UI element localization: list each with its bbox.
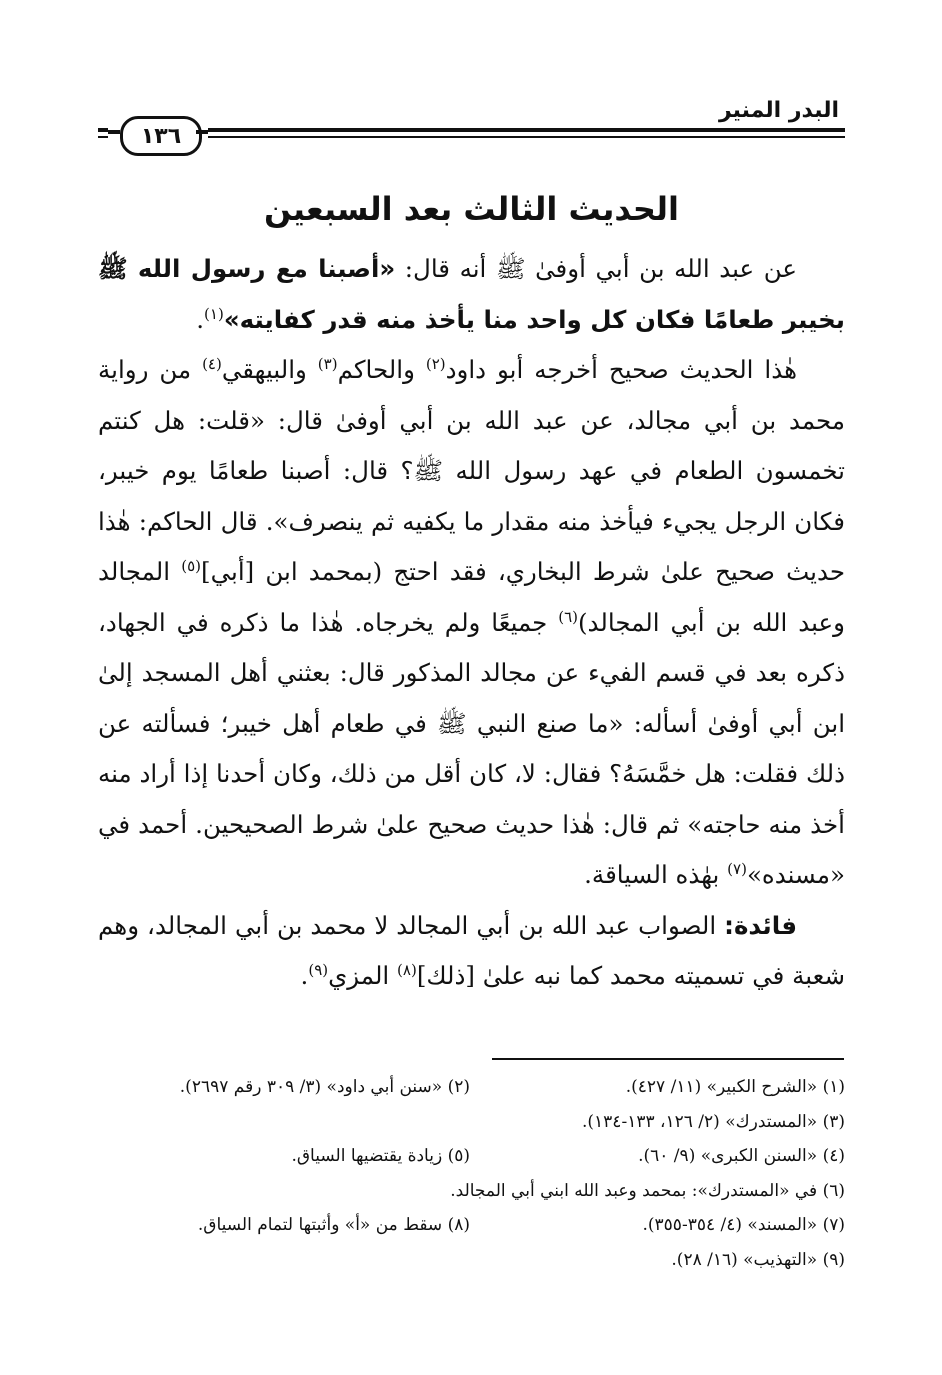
- text-run: عن عبد الله بن أبي أوفىٰ ﷺ أنه قال:: [395, 254, 797, 283]
- footnote-ref[interactable]: (٥): [181, 556, 202, 575]
- header-rule-thin: [98, 136, 845, 138]
- footnote-4: (٤) «السنن الكبرى» (٩/ ٦٠).: [638, 1146, 845, 1166]
- text-run: هٰذا الحديث صحيح أخرجه أبو داود: [445, 355, 797, 384]
- faida-label: فائدة:: [724, 910, 797, 940]
- footnote-6: (٦) في «المستدرك»: بمحمد وعبد الله ابني أبي المجالد.: [450, 1180, 845, 1201]
- footnote-row: [98, 1174, 845, 1209]
- footnote-row: [98, 1070, 845, 1105]
- footnote-ref[interactable]: (٣): [317, 354, 338, 373]
- text-run: والحاكم: [337, 355, 426, 384]
- text-run: .: [300, 961, 309, 990]
- paragraph-hadith: عن عبد الله بن أبي أوفىٰ ﷺ أنه قال: «أصبنا مع رسول الله ﷺ بخيبر طعامًا فكان كل واحد منا يأخذ منه قدر كفايته»$^{(١)}$.: [98, 254, 845, 334]
- text-run: الصواب عبد الله بن أبي المجالد لا محمد بن أبي المجالد، وهم شعبة في تسميته محمد كما نبه علىٰ [ذلك]: [98, 910, 845, 990]
- text-run: المزي: [328, 961, 398, 990]
- page-header: [98, 96, 845, 156]
- footnote-ref[interactable]: (٢): [425, 354, 446, 373]
- footnote-5: (٥) زيادة يقتضيها السياق.: [291, 1146, 470, 1166]
- page-number-ornament-left: [108, 130, 120, 134]
- footnote-row: [98, 1139, 845, 1174]
- footnote-ref[interactable]: (٨): [397, 960, 417, 979]
- footnote-9: (٩) «التهذيب» (١٦/ ٢٨).: [671, 1249, 845, 1270]
- footnote-7: (٧) «المسند» (٤/ ٣٥٤-٣٥٥).: [642, 1215, 845, 1235]
- paragraph-faida: [98, 901, 845, 1002]
- page-number-ornament-right: [196, 130, 208, 134]
- footnotes: [98, 1070, 845, 1277]
- footnote-separator: [492, 1058, 844, 1060]
- paragraph-takhrij: [98, 345, 845, 901]
- section-title: الحديث الثالث بعد السبعين: [264, 190, 679, 228]
- footnote-1: (١) «الشرح الكبير» (١١/ ٤٢٧).: [625, 1077, 845, 1097]
- footnote-8: (٨) سقط من «أ» وأثبتها لتمام السياق.: [197, 1215, 470, 1235]
- text-run: من رواية محمد بن أبي مجالد، عن عبد الله بن أبي أوفىٰ قال: «قلت: هل كنتم تخمسون الطعام في عهد رسول الله ﷺ؟ قال: أصبنا طعامًا يوم خيبر، فكان الرجل يجيء فيأخذ منه مقدار ما يكفيه ثم ينصرف». قال الحاكم: هٰذا حديث صحيح علىٰ شرط البخاري، فقد احتج (بمحمد ابن [أبي]: [98, 355, 845, 586]
- footnote-3: (٣) «المستدرك» (٢/ ١٢٦، ١٣٣-١٣٤).: [581, 1111, 845, 1132]
- main-text: [98, 244, 845, 1002]
- footnote-ref[interactable]: (١): [204, 304, 224, 323]
- footnote-row: [98, 1105, 845, 1140]
- header-rule-thick: [98, 128, 845, 132]
- footnote-row: [98, 1208, 845, 1243]
- text-run: المجالد وعبد الله بن أبي المجالد): [98, 557, 845, 637]
- page-number-box: [108, 116, 208, 156]
- text-run: والبيهقي: [221, 355, 318, 384]
- book-title: البدر المنير: [718, 98, 839, 123]
- page-number: ١٣٦: [120, 116, 202, 156]
- footnote-ref[interactable]: (٤): [202, 354, 222, 373]
- text-run: بهٰذه السياقة.: [584, 860, 728, 889]
- footnote-ref[interactable]: (٦): [558, 607, 578, 626]
- hadith-quote: «أصبنا مع رسول الله ﷺ بخيبر طعامًا فكان كل واحد منا يأخذ منه قدر كفايته»: [98, 254, 845, 334]
- footnote-ref[interactable]: (٩): [308, 960, 329, 979]
- footnote-ref[interactable]: (٧): [727, 859, 747, 878]
- text-run: جميعًا ولم يخرجاه. هٰذا ما ذكره في الجهاد، ذكره بعد في قسم الفيء عن مجالد المذكور قال: بعثني أهل المسجد إلىٰ ابن أبي أوفىٰ أسأله: «ما صنع النبي ﷺ في طعام أهل خيبر؛ فسألته عن ذلك فقلت: هل خمَّسَهُ؟ فقال: لا، كان أقل من ذلك، وكان أحدنا إذا أراد منه أخذ منه حاجته» ثم قال: هٰذا حديث صحيح علىٰ شرط الصحيحين. أحمد في «مسنده»: [98, 607, 845, 889]
- footnote-row: [98, 1243, 845, 1278]
- footnote-2: (٢) «سنن أبي داود» (٣/ ٣٠٩ رقم ٢٦٩٧).: [179, 1077, 470, 1097]
